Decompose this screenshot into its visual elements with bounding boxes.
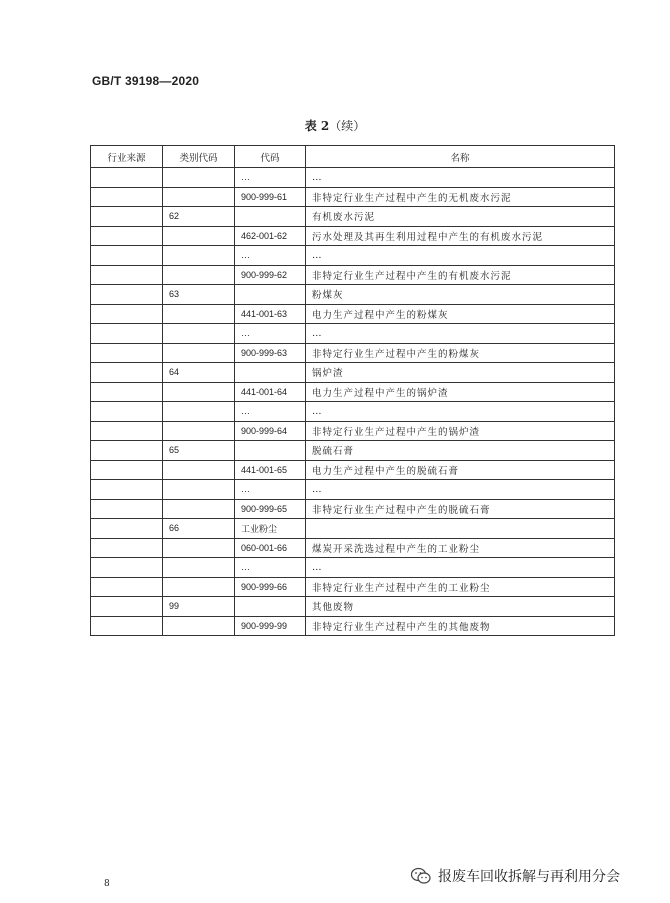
table-row [91, 499, 615, 519]
cell-category [163, 480, 235, 500]
cell-category [163, 577, 235, 597]
cell-name: … [306, 558, 615, 578]
cell-code [235, 597, 306, 617]
cell-category [163, 558, 235, 578]
cell-name: … [306, 480, 615, 500]
cell-name: … [306, 168, 615, 188]
cell-name: 其他废物 [306, 597, 615, 617]
cell-code: … [235, 246, 306, 266]
cell-source [91, 246, 163, 266]
cell-code: … [235, 480, 306, 500]
cell-name: 有机废水污泥 [306, 207, 615, 227]
cell-code: 900-999-65 [235, 499, 306, 519]
cell-source [91, 616, 163, 636]
cell-category: 63 [163, 285, 235, 305]
cell-source [91, 597, 163, 617]
cell-source [91, 558, 163, 578]
cell-name: 非特定行业生产过程中产生的其他废物 [306, 616, 615, 636]
cell-category [163, 304, 235, 324]
cell-source [91, 382, 163, 402]
table-row [91, 421, 615, 441]
cell-source [91, 577, 163, 597]
cell-code: 900-999-64 [235, 421, 306, 441]
table-row [91, 168, 615, 188]
header-name: 名称 [306, 146, 615, 168]
table-row [91, 538, 615, 558]
table-row [91, 207, 615, 227]
table-body [91, 168, 615, 636]
table-header-row [91, 146, 615, 168]
cell-category [163, 226, 235, 246]
cell-code: 900-999-62 [235, 265, 306, 285]
cell-name [306, 519, 615, 539]
cell-category [163, 324, 235, 344]
cell-code: 462-001-62 [235, 226, 306, 246]
table-row [91, 246, 615, 266]
cell-source [91, 499, 163, 519]
table-row [91, 519, 615, 539]
cell-category: 62 [163, 207, 235, 227]
cell-source [91, 421, 163, 441]
cell-category [163, 538, 235, 558]
cell-name: 非特定行业生产过程中产生的工业粉尘 [306, 577, 615, 597]
cell-source [91, 304, 163, 324]
cell-category [163, 499, 235, 519]
table-row [91, 324, 615, 344]
cell-name: 非特定行业生产过程中产生的无机废水污泥 [306, 187, 615, 207]
cell-code: 441-001-63 [235, 304, 306, 324]
table-row [91, 265, 615, 285]
cell-category [163, 382, 235, 402]
table-row [91, 187, 615, 207]
table-row [91, 402, 615, 422]
table-row [91, 285, 615, 305]
watermark [410, 866, 620, 886]
cell-code: … [235, 324, 306, 344]
cell-code: 900-999-66 [235, 577, 306, 597]
cell-source [91, 402, 163, 422]
cell-code: 900-999-63 [235, 343, 306, 363]
table-row [91, 597, 615, 617]
table-row [91, 441, 615, 461]
cell-name: 电力生产过程中产生的脱硫石膏 [306, 460, 615, 480]
cell-source [91, 207, 163, 227]
table-title-main: 表 2 [304, 119, 330, 133]
cell-name: 非特定行业生产过程中产生的脱硫石膏 [306, 499, 615, 519]
cell-name: 脱硫石膏 [306, 441, 615, 461]
cell-name: 非特定行业生产过程中产生的锅炉渣 [306, 421, 615, 441]
cell-code: 900-999-99 [235, 616, 306, 636]
wechat-icon [410, 867, 432, 885]
cell-source [91, 285, 163, 305]
waste-code-table [90, 145, 615, 636]
cell-category [163, 343, 235, 363]
standard-code: GB/T 39198—2020 [92, 74, 200, 88]
cell-source [91, 363, 163, 383]
table-row [91, 460, 615, 480]
cell-name: 非特定行业生产过程中产生的粉煤灰 [306, 343, 615, 363]
cell-code: … [235, 402, 306, 422]
cell-name: 锅炉渣 [306, 363, 615, 383]
cell-code: 060-001-66 [235, 538, 306, 558]
cell-name: 污水处理及其再生利用过程中产生的有机废水污泥 [306, 226, 615, 246]
cell-code: 441-001-65 [235, 460, 306, 480]
cell-category: 64 [163, 363, 235, 383]
cell-code: 441-001-64 [235, 382, 306, 402]
table-row [91, 363, 615, 383]
cell-source [91, 343, 163, 363]
cell-code [235, 207, 306, 227]
cell-source [91, 226, 163, 246]
cell-category [163, 246, 235, 266]
cell-name: 非特定行业生产过程中产生的有机废水污泥 [306, 265, 615, 285]
header-category-code: 类别代码 [163, 146, 235, 168]
cell-source [91, 168, 163, 188]
cell-category: 99 [163, 597, 235, 617]
cell-category [163, 402, 235, 422]
cell-name: … [306, 402, 615, 422]
table-row [91, 343, 615, 363]
cell-category [163, 168, 235, 188]
cell-category [163, 616, 235, 636]
table-row [91, 480, 615, 500]
cell-source [91, 480, 163, 500]
cell-category: 65 [163, 441, 235, 461]
cell-category [163, 421, 235, 441]
cell-code: 900-999-61 [235, 187, 306, 207]
cell-category: 66 [163, 519, 235, 539]
page-number: 8 [104, 879, 110, 889]
cell-name: 粉煤灰 [306, 285, 615, 305]
cell-code: … [235, 168, 306, 188]
cell-code [235, 285, 306, 305]
table-title [0, 117, 670, 134]
cell-source [91, 265, 163, 285]
table-row [91, 558, 615, 578]
table-row [91, 577, 615, 597]
cell-name: 电力生产过程中产生的锅炉渣 [306, 382, 615, 402]
table-row [91, 616, 615, 636]
cell-source [91, 538, 163, 558]
cell-code [235, 363, 306, 383]
table-row [91, 382, 615, 402]
cell-name: … [306, 324, 615, 344]
cell-code: 工业粉尘 [235, 519, 306, 539]
cell-source [91, 441, 163, 461]
cell-source [91, 460, 163, 480]
table-title-suffix: （续） [329, 119, 366, 133]
table-row [91, 304, 615, 324]
cell-category [163, 265, 235, 285]
watermark-text: 报废车回收拆解与再利用分会 [438, 869, 620, 885]
cell-name: 煤炭开采洗选过程中产生的工业粉尘 [306, 538, 615, 558]
cell-source [91, 187, 163, 207]
cell-source [91, 519, 163, 539]
cell-name: … [306, 246, 615, 266]
header-industry-source: 行业来源 [91, 146, 163, 168]
cell-code [235, 441, 306, 461]
cell-category [163, 460, 235, 480]
header-code: 代码 [235, 146, 306, 168]
cell-source [91, 324, 163, 344]
cell-name: 电力生产过程中产生的粉煤灰 [306, 304, 615, 324]
cell-category [163, 187, 235, 207]
cell-code: … [235, 558, 306, 578]
table-row [91, 226, 615, 246]
